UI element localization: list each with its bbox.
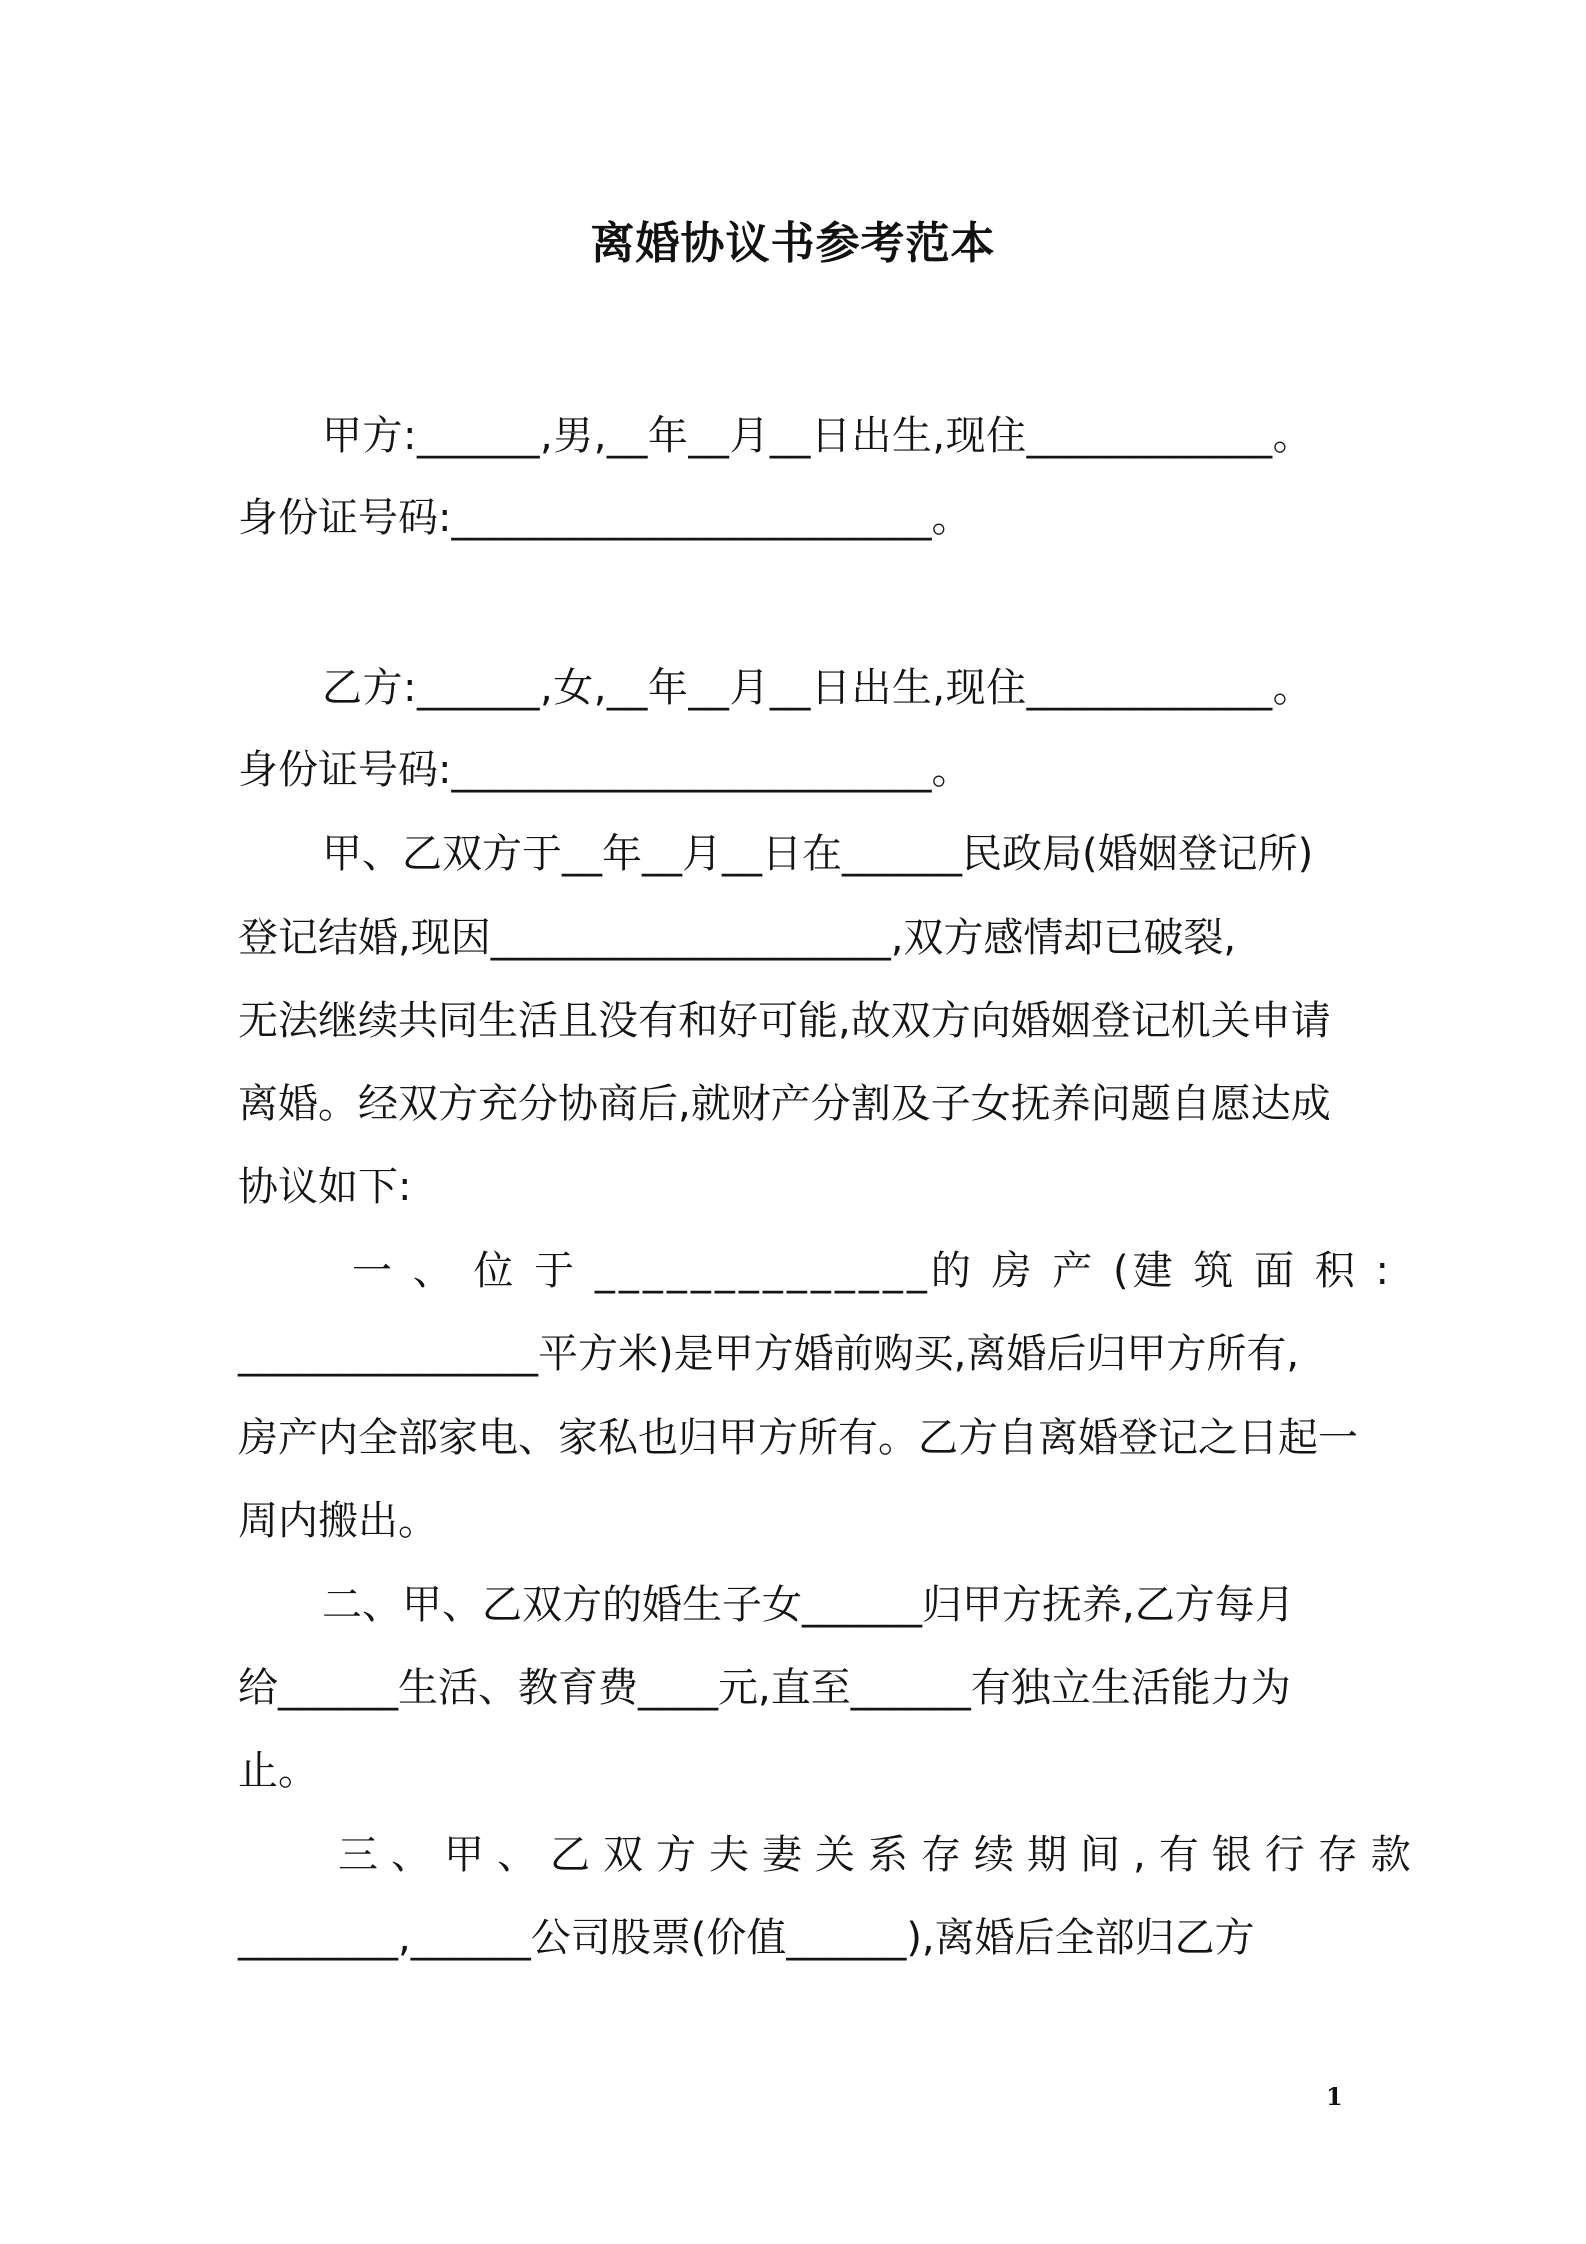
clause-1-line-2: _______________平方米)是甲方婚前购买,离婚后归甲方所有, [238,1331,1300,1377]
clause-1-line-1: 一 、 位 于 ______________的 房 产 (建 筑 面 积 : [352,1248,1393,1294]
party-a-id-line: 身份证号码:________________________。 [238,495,972,541]
clause-1-line-3: 房产内全部家电、家私也归甲方所有。乙方自离婚登记之日起一 [238,1415,1358,1461]
clause-2-line-1: 二、甲、乙双方的婚生子女______归甲方抚养,乙方每月 [322,1582,1295,1628]
clause-3-line-1: 三、甲、乙双方夫妻关系存续期间,有银行存款 [338,1832,1424,1878]
intro-line-1: 甲、乙双方于__年__月__日在______民政局(婚姻登记所) [322,831,1314,877]
document-title: 离婚协议书参考范本 [590,218,996,269]
party-b-id-line: 身份证号码:________________________。 [238,747,972,793]
page-number: 1 [1326,2082,1343,2111]
clause-2-line-2: 给______生活、教育费____元,直至______有独立生活能力为 [238,1665,1291,1711]
clause-3-line-2: ________,______公司股票(价值______),离婚后全部归乙方 [238,1915,1255,1961]
party-a-line: 甲方:______,男,__年__月__日出生,现住____________。 [322,413,1314,459]
clause-1-line-4: 周内搬出。 [238,1498,438,1544]
party-b-line: 乙方:______,女,__年__月__日出生,现住____________。 [322,665,1314,711]
intro-line-3: 无法继续共同生活且没有和好可能,故双方向婚姻登记机关申请 [238,998,1331,1044]
intro-line-4: 离婚。经双方充分协商后,就财产分割及子女抚养问题自愿达成 [238,1081,1331,1127]
clause-2-line-3: 止。 [238,1748,318,1794]
intro-line-2: 登记结婚,现因____________________,双方感情却已破裂, [238,915,1237,961]
intro-line-5: 协议如下: [238,1164,412,1210]
